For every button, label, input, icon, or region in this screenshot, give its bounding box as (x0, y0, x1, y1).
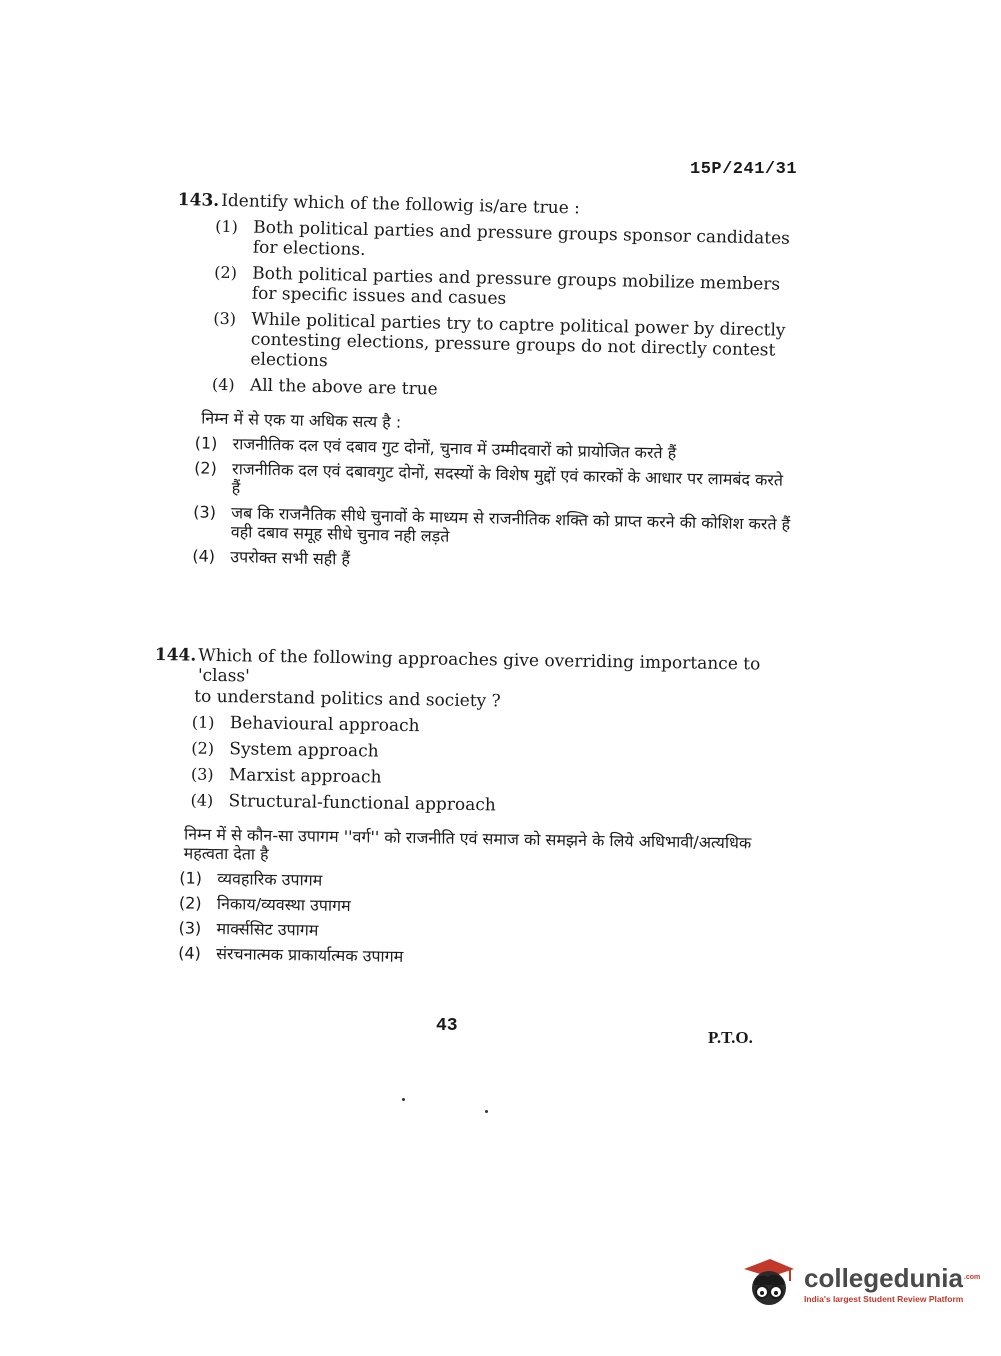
option-text: उपरोक्त सभी सही हैं (230, 547, 351, 569)
option-1 (215, 217, 798, 269)
option-text: जब कि राजनैतिक सीधे चुनावों के माध्यम से राजनीतिक शक्ति को प्राप्त करने की कोशिश करते हैं वही दबाव समूह सीधे चुनाव नही लड़ते (230, 503, 791, 546)
option-text: राजनीतिक दल एवं दबावगुट दोनों, सदस्यों के विशेष मुद्दों एवं कारकों के आधार पर लामबंद करते हैं (231, 459, 784, 498)
option-text: संरचनात्मक प्राकार्यात्मक उपागम (216, 943, 404, 966)
option-number: (3) (190, 764, 214, 784)
question-text: Which of the following approaches give overriding importance to 'class' (197, 645, 761, 687)
hindi-option-2 (179, 893, 791, 922)
option-number: (4) (192, 546, 216, 566)
option-text: All the above are true (249, 375, 438, 400)
question-number: 143. (177, 190, 220, 211)
option-number: (3) (213, 308, 237, 329)
option-number: (4) (211, 374, 235, 395)
option-number: (3) (193, 502, 217, 522)
hindi-option-2 (194, 458, 793, 509)
options-hindi (150, 868, 791, 972)
option-4 (212, 375, 794, 407)
scan-speck (402, 1098, 405, 1101)
brand-name (804, 1264, 980, 1292)
option-text: System approach (229, 739, 379, 762)
question-text: Identify which of the followig is/are true : (220, 190, 581, 219)
question-144 (150, 645, 795, 978)
option-number: (4) (178, 943, 201, 963)
option-text: व्यवहारिक उपागम (217, 869, 323, 890)
option-4 (190, 791, 792, 820)
question-143 (170, 190, 798, 584)
hindi-option-1 (179, 868, 791, 897)
options-hindi (170, 433, 793, 578)
option-3 (212, 309, 795, 381)
option-number: (1) (179, 868, 203, 888)
logo-text (804, 1264, 980, 1304)
collegedunia-watermark (740, 1252, 981, 1316)
scan-speck (485, 1110, 488, 1113)
option-number: (2) (214, 262, 238, 283)
paper-code: 15P/241/31 (690, 160, 798, 179)
option-text: Both political parties and pressure groups mobilize members for specific issues and casues (251, 263, 781, 309)
mascot-icon (740, 1255, 798, 1313)
option-text: मार्क्ससिट उपागम (216, 919, 319, 940)
option-2 (214, 263, 797, 315)
option-text: Both political parties and pressure groups sponsor candidates for elections. (252, 217, 791, 260)
option-number: (2) (193, 458, 218, 478)
options-english (174, 216, 798, 407)
options-english (152, 712, 793, 820)
option-text: While political parties try to captre political power by directly contesting elections, pressure groups do not directly contest elections (250, 309, 786, 372)
option-number: (2) (191, 738, 215, 758)
option-2 (191, 739, 793, 768)
option-number: (3) (178, 918, 202, 938)
option-text: Structural-functional approach (228, 791, 496, 816)
hindi-question-text: निम्न में से कौन-सा उपागम ''वर्ग'' को राजनीति एवं समाज को समझने के लिये अधिभावी/अत्यधिक महत्वता देता है (183, 824, 752, 864)
page-number: 43 (436, 1016, 458, 1036)
option-number: (1) (194, 433, 218, 453)
please-turn-over: P.T.O. (708, 1028, 753, 1047)
hindi-option-3 (178, 918, 790, 947)
option-text: Marxist approach (228, 765, 382, 788)
hindi-option-4 (178, 943, 790, 972)
hindi-option-3 (193, 502, 792, 553)
question-number: 144. (154, 645, 197, 666)
option-number: (4) (190, 790, 214, 810)
option-text: Behavioural approach (229, 713, 420, 737)
hindi-question-text: निम्न में से एक या अधिक सत्य है : (201, 408, 402, 432)
option-number: (1) (191, 712, 215, 732)
brand-tagline: India's largest Student Review Platform (804, 1294, 964, 1304)
question-text-continued: to understand politics and society ? (194, 686, 501, 712)
option-number: (1) (215, 216, 239, 237)
option-number: (2) (178, 893, 202, 913)
brand-text: collegedunia (804, 1263, 963, 1293)
option-text: निकाय/व्यवस्था उपागम (216, 894, 351, 916)
option-1 (192, 713, 794, 742)
brand-dotcom: .com (963, 1274, 981, 1281)
option-text: राजनीतिक दल एवं दबाव गुट दोनों, चुनाव में उम्मीदवारों को प्रायोजित करते हैं (232, 434, 677, 463)
hindi-option-4 (192, 546, 790, 578)
option-3 (191, 765, 793, 794)
